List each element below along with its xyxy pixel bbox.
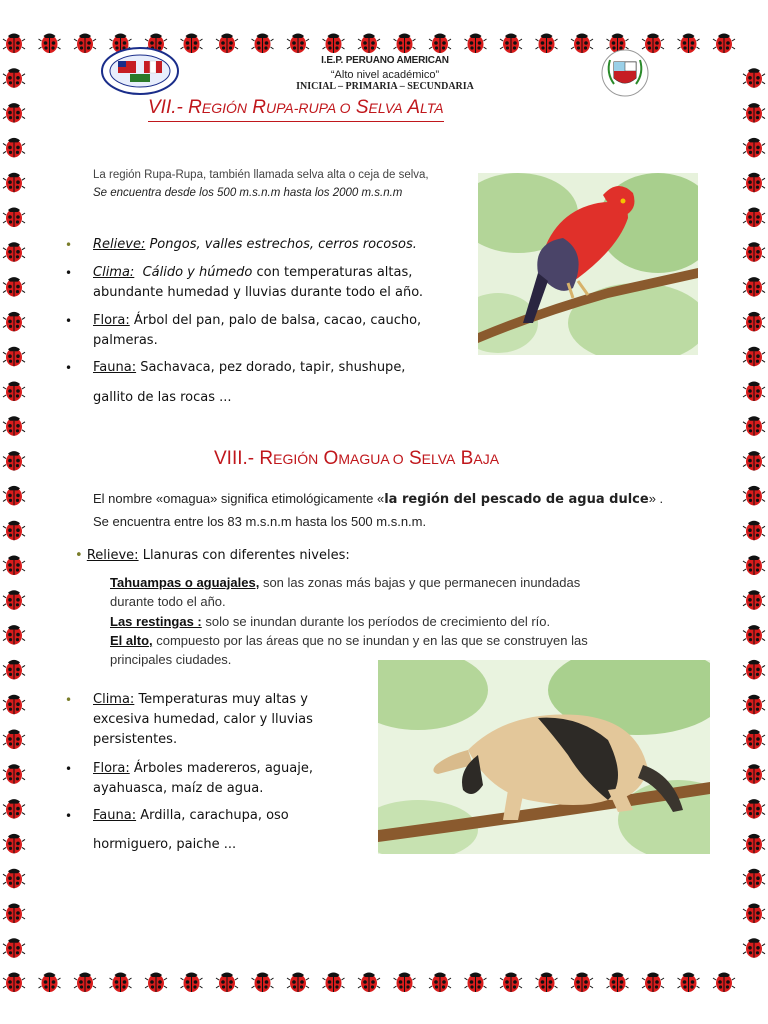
section-viii-intro: El nombre «omagua» significa etimológicamente «la región del pescado de agua dulce» . Se encuentra entre los 83 m.s.n.m hasta los 500 m.s.n.m. (93, 491, 664, 529)
ladybug-icon (743, 938, 765, 958)
ladybug-icon (536, 973, 558, 993)
clima-viii-item: • Clima: Temperaturas muy altas y excesiva humedad, calor y lluvias persistentes. (65, 692, 313, 747)
ladybug-icon (3, 973, 25, 993)
ladybug-icon (3, 590, 25, 610)
fauna-viii-item-continued: hormiguero, paiche ... (93, 837, 237, 852)
ladybug-icon (743, 138, 765, 158)
flora-viii-item: • Flora: Árboles madereros, aguaje, ayahuasca, maíz de agua. (65, 761, 313, 796)
ladybug-icon (743, 103, 765, 123)
ladybug-icon (743, 242, 765, 261)
ladybug-icon (3, 764, 25, 784)
ladybug-icon (323, 34, 345, 54)
section-vii-intro: La región Rupa-Rupa, también llamada selva alta o ceja de selva, Se encuentra desde los 500 m.s.n.m hasta los 2000 m.s.n.m (93, 169, 429, 199)
ladybug-icon (743, 173, 765, 193)
ladybug-icon (571, 34, 593, 54)
ladybug-icon (3, 416, 25, 436)
ladybug-icon (3, 834, 25, 854)
ladybug-icon (743, 660, 765, 680)
ladybug-icon (743, 590, 765, 610)
ladybug-icon (743, 451, 765, 471)
school-logo (100, 46, 180, 96)
ladybug-icon (252, 34, 274, 54)
ladybug-icon (743, 347, 765, 367)
ladybug-icon (3, 486, 25, 506)
ladybug-icon (216, 34, 238, 54)
peru-coat-of-arms (600, 48, 650, 98)
ladybug-icon (678, 34, 700, 54)
ladybug-icon (607, 973, 629, 993)
ladybug-icon (394, 973, 416, 993)
ladybug-icon (3, 799, 25, 819)
ladybug-icon (642, 973, 664, 993)
ladybug-icon (3, 277, 25, 297)
ladybug-icon (3, 521, 25, 541)
ladybug-icon (713, 34, 735, 54)
ladybug-icon (3, 103, 25, 123)
ladybug-icon (743, 521, 765, 541)
ladybug-icon (3, 625, 25, 645)
ladybug-icon (3, 556, 25, 576)
ladybug-icon (465, 34, 487, 54)
ladybug-icon (429, 34, 451, 54)
ladybug-icon (743, 834, 765, 854)
relieve-vii-item: • Relieve: Pongos, valles estrechos, cerros rocosos. (65, 237, 417, 252)
school-motto: “Alto nivel académico” (330, 69, 440, 81)
ladybug-icon (571, 973, 593, 993)
ladybug-icon (3, 68, 25, 88)
restingas-item: Las restingas : solo se inundan durante los períodos de crecimiento del río. (110, 614, 551, 629)
ladybug-icon (743, 799, 765, 819)
ladybug-icon (39, 973, 61, 993)
ladybug-icon (3, 382, 25, 402)
ladybug-icon (3, 869, 25, 889)
ladybug-icon (3, 938, 25, 958)
ladybug-icon (216, 973, 238, 993)
ladybug-icon (713, 973, 735, 993)
ladybug-icon (743, 695, 765, 715)
ladybug-icon (3, 660, 25, 680)
ladybug-icon (358, 973, 380, 993)
ladybug-icon (3, 451, 25, 471)
ladybug-icon (3, 730, 25, 750)
ladybug-icon (145, 973, 167, 993)
ladybug-icon (358, 34, 380, 54)
relieve-viii-item: • Relieve: Llanuras con diferentes niveles: (75, 548, 350, 563)
ladybug-icon (3, 347, 25, 367)
ladybug-icon (743, 625, 765, 645)
ladybug-icon (74, 973, 96, 993)
fauna-vii-item-continued: gallito de las rocas ... (93, 390, 232, 405)
ladybug-icon (3, 695, 25, 715)
ladybug-icon (743, 486, 765, 506)
tahuampas-item: Tahuampas o aguajales, son las zonas más bajas y que permanecen inundadas durante todo el año. (110, 575, 581, 609)
flora-vii-item: • Flora: Árbol del pan, palo de balsa, cacao, caucho, palmeras. (65, 313, 422, 348)
ladybug-icon (743, 382, 765, 402)
ladybug-icon (3, 312, 25, 332)
ladybug-icon (465, 973, 487, 993)
ladybug-icon (3, 904, 25, 924)
ladybug-icon (743, 556, 765, 576)
anteater-illustration (378, 660, 710, 854)
ladybug-icon (743, 277, 765, 297)
ladybug-icon (536, 34, 558, 54)
ladybug-icon (323, 973, 345, 993)
ladybug-icon (743, 68, 765, 88)
ladybug-icon (429, 973, 451, 993)
ladybug-icon (287, 34, 309, 54)
school-name: I.E.P. PERUANO AMERICAN (321, 55, 449, 66)
ladybug-icon (678, 973, 700, 993)
school-levels: INICIAL – PRIMARIA – SECUNDARIA (296, 81, 474, 92)
ladybug-icon (743, 904, 765, 924)
ladybug-icon (394, 34, 416, 54)
ladybug-icon (3, 34, 25, 54)
ladybug-icon (252, 973, 274, 993)
ladybug-icon (39, 34, 61, 54)
fauna-vii-item: • Fauna: Sachavaca, pez dorado, tapir, shushupe, (65, 360, 406, 375)
section-vii-title: VII.- REGIÓN RUPA-RUPA O SELVA ALTA (148, 95, 444, 122)
ladybug-icon (743, 764, 765, 784)
fauna-viii-item: • Fauna: Ardilla, carachupa, oso (65, 808, 289, 823)
ladybug-icon (3, 242, 25, 261)
el-alto-item: El alto, compuesto por las áreas que no se inundan y en las que se construyen las principales ciudades. (110, 633, 588, 667)
ladybug-icon (743, 730, 765, 750)
ladybug-icon (181, 973, 203, 993)
ladybug-icon (74, 34, 96, 54)
ladybug-icon (743, 208, 765, 228)
ladybug-icon (181, 34, 203, 54)
ladybug-icon (3, 173, 25, 193)
section-viii-title: VIII.- REGIÓN OMAGUA O SELVA BAJA (214, 448, 500, 469)
ladybug-icon (500, 973, 522, 993)
ladybug-icon (287, 973, 309, 993)
ladybug-icon (743, 312, 765, 332)
ladybug-icon (500, 34, 522, 54)
ladybug-icon (3, 208, 25, 228)
cock-of-the-rock-illustration (478, 173, 698, 355)
ladybug-icon (110, 973, 132, 993)
ladybug-icon (743, 869, 765, 889)
clima-vii-item: • Clima: Cálido y húmedo con temperaturas altas, abundante humedad y lluvias durante todo el año. (65, 265, 424, 300)
ladybug-icon (3, 138, 25, 158)
ladybug-icon (743, 416, 765, 436)
